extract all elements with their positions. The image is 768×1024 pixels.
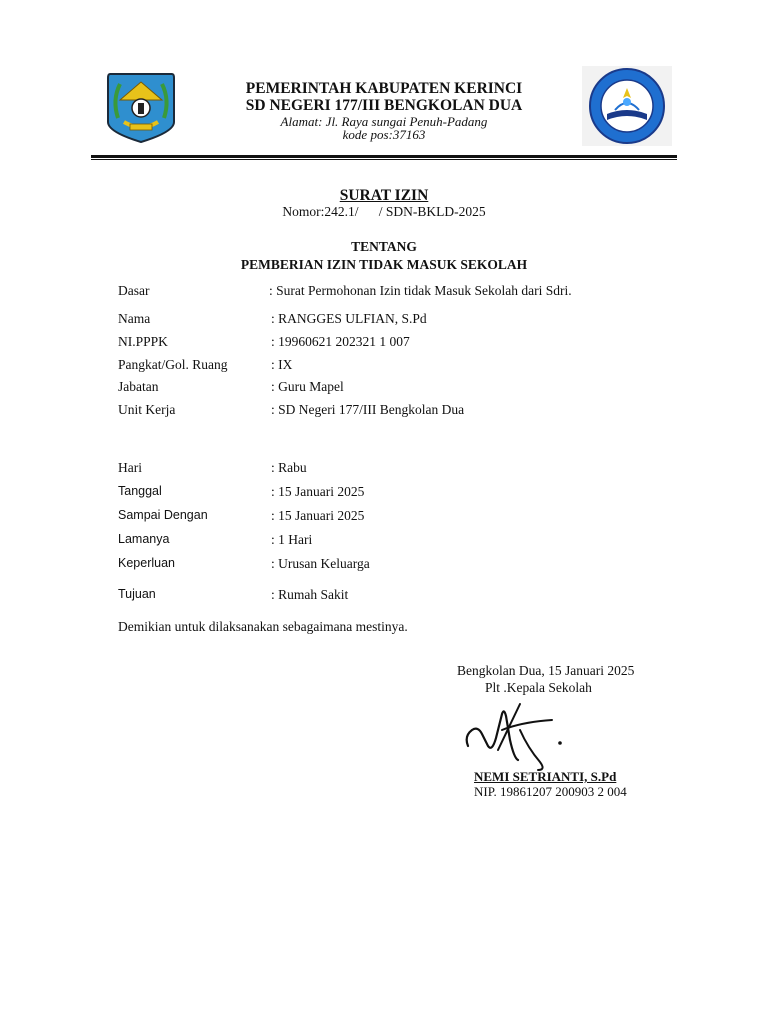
field-row-nipppk [118, 334, 678, 354]
field-row-tujuan [118, 587, 678, 607]
header-divider-thick [91, 155, 677, 158]
field-row-dasar [118, 283, 678, 303]
field-label: Sampai Dengan [118, 508, 208, 522]
field-row-hari [118, 460, 678, 480]
header-address: Alamat: Jl. Raya sungai Penuh-Padang [280, 114, 488, 129]
field-label: Keperluan [118, 556, 175, 570]
field-label: Tanggal [118, 484, 162, 498]
field-label: Hari [118, 460, 142, 475]
field-label: Dasar [118, 283, 150, 298]
field-value: : 15 Januari 2025 [271, 484, 365, 499]
signature-place-date: Bengkolan Dua, 15 Januari 2025 [457, 663, 635, 678]
field-value: : RANGGES ULFIAN, S.Pd [271, 311, 427, 326]
field-row-sampai-dengan [118, 508, 678, 528]
header-divider-thin [91, 159, 677, 160]
field-label: NI.PPPK [118, 334, 168, 349]
field-label: Nama [118, 311, 151, 326]
closing-statement: Demikian untuk dilaksanakan sebagaimana mestinya. [118, 619, 408, 634]
field-value: : Rabu [271, 460, 307, 475]
field-label: Unit Kerja [118, 402, 176, 417]
field-value: : 15 Januari 2025 [271, 508, 365, 523]
field-label: Tujuan [118, 587, 156, 601]
letter-title: SURAT IZIN [339, 187, 429, 204]
letter-number: Nomor:242.1/ / SDN-BKLD-2025 [282, 204, 486, 219]
field-row-jabatan [118, 379, 678, 399]
signature-role: Plt .Kepala Sekolah [485, 680, 592, 695]
field-value: : 1 Hari [271, 532, 313, 547]
field-label: Jabatan [118, 379, 159, 394]
header-school-name: SD NEGERI 177/III BENGKOLAN DUA [245, 97, 523, 114]
field-row-pangkat [118, 357, 678, 377]
field-row-keperluan [118, 556, 678, 576]
field-value: : SD Negeri 177/III Bengkolan Dua [271, 402, 465, 417]
handwritten-signature [462, 700, 572, 778]
field-value: : Rumah Sakit [271, 587, 349, 602]
field-row-tanggal [118, 484, 678, 504]
signer-name: NEMI SETRIANTI, S.Pd [474, 769, 617, 784]
field-value: : Surat Permohonan Izin tidak Masuk Sekolah dari Sdri. [269, 283, 572, 298]
field-value: : 19960621 202321 1 007 [271, 334, 410, 349]
field-value: : Guru Mapel [271, 379, 344, 394]
field-row-lamanya [118, 532, 678, 552]
letter-about-heading: TENTANG [351, 239, 417, 254]
field-value: : Urusan Keluarga [271, 556, 370, 571]
signer-nip: NIP. 19861207 200903 2 004 [474, 784, 627, 799]
field-label: Lamanya [118, 532, 170, 546]
header-government-name: PEMERINTAH KABUPATEN KERINCI [245, 80, 523, 97]
field-row-nama [118, 311, 678, 331]
field-label: Pangkat/Gol. Ruang [118, 357, 228, 372]
letter-about-subject: PEMBERIAN IZIN TIDAK MASUK SEKOLAH [240, 257, 528, 272]
field-value: : IX [271, 357, 293, 372]
header-postal-code: kode pos:37163 [342, 127, 426, 142]
field-row-unit-kerja [118, 402, 678, 422]
